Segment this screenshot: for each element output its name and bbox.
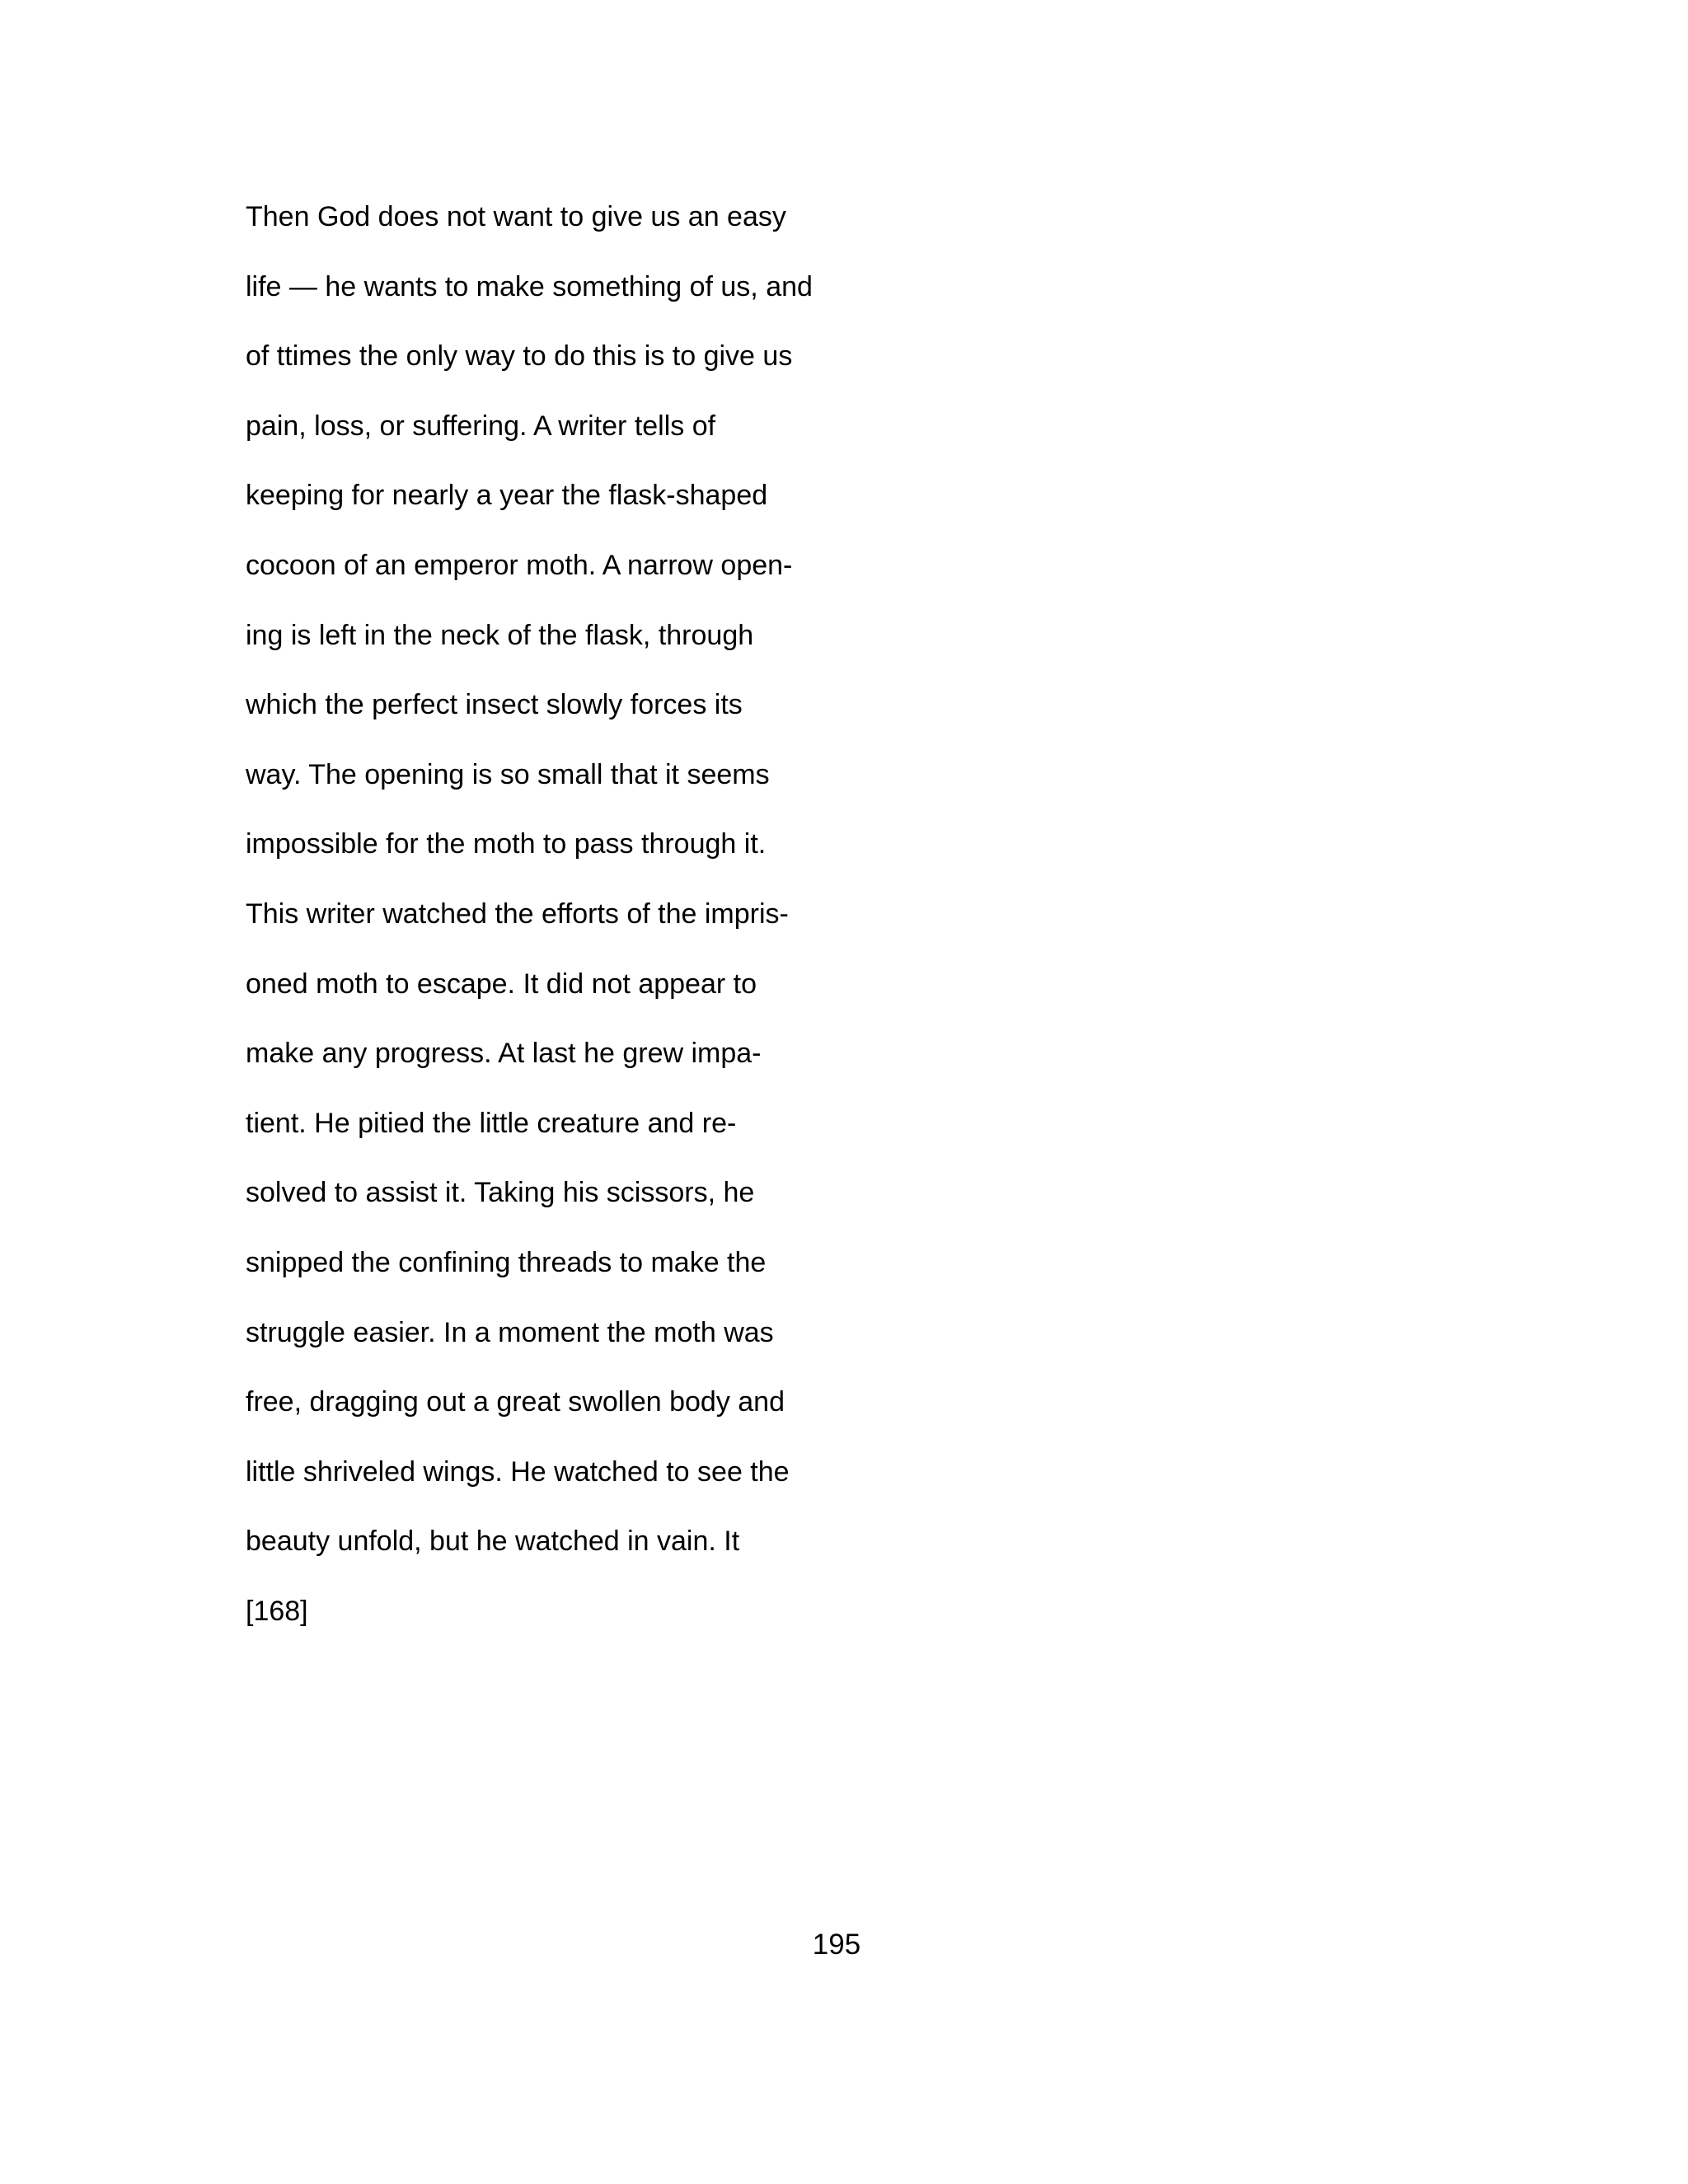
text-line: pain, loss, or suffering. A writer tells of xyxy=(246,410,716,442)
text-line: beauty unfold, but he watched in vain. It xyxy=(246,1526,740,1558)
text-line: oned moth to escape. It did not appear to xyxy=(246,968,757,1000)
text-line: which the perfect insect slowly forces its xyxy=(246,689,743,721)
text-line: solved to assist it. Taking his scissors, he xyxy=(246,1177,755,1209)
text-line: This writer watched the efforts of the impris- xyxy=(246,898,789,930)
text-line: snipped the confining threads to make the xyxy=(246,1246,767,1278)
body-text xyxy=(246,190,872,1653)
text-line: cocoon of an emperor moth. A narrow open- xyxy=(246,549,793,581)
text-line: life — he wants to make something of us, and xyxy=(246,270,813,302)
text-line: way. The opening is so small that it seems xyxy=(246,758,770,790)
text-line: keeping for nearly a year the flask-shaped xyxy=(246,480,768,512)
text-line: of ttimes the only way to do this is to give us xyxy=(246,340,793,373)
text-line: ing is left in the neck of the flask, through xyxy=(246,619,754,651)
text-line: free, dragging out a great swollen body and xyxy=(246,1386,785,1418)
text-line: impossible for the moth to pass through it. xyxy=(246,828,767,860)
page-number: 195 xyxy=(812,1929,861,1961)
original-page-marker: [168] xyxy=(246,1595,308,1627)
text-line: make any progress. At last he grew impa- xyxy=(246,1038,762,1070)
text-line: little shriveled wings. He watched to see the xyxy=(246,1455,790,1488)
text-line: tient. He pitied the little creature and re- xyxy=(246,1107,737,1139)
text-line: Then God does not want to give us an easy xyxy=(246,201,786,232)
text-line: struggle easier. In a moment the moth was xyxy=(246,1316,774,1348)
